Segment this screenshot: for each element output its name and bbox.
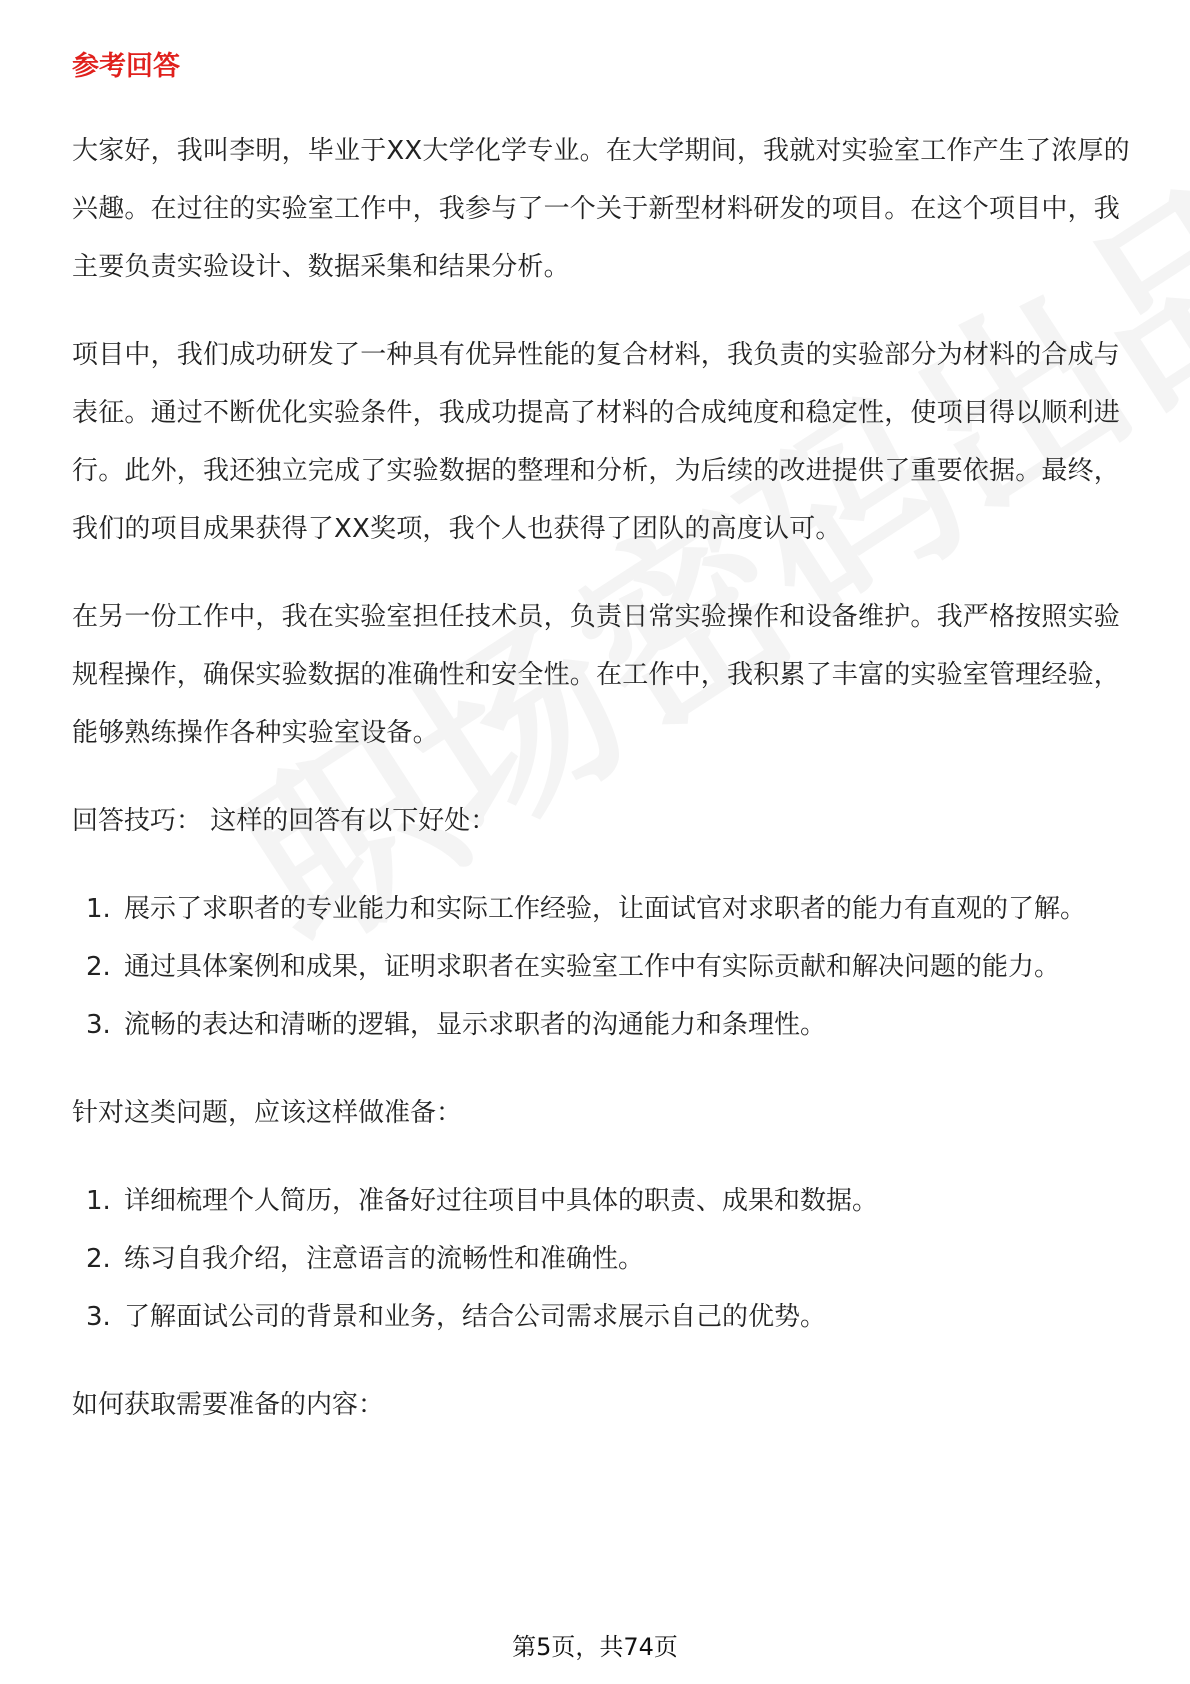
- page-footer: 第5页，共74页: [512, 1633, 678, 1661]
- paragraph-project: 项目中，我们成功研发了一种具有优异性能的复合材料，我负责的实验部分为材料的合成与表征。通过不断优化实验条件，我成功提高了材料的合成纯度和稳定性，使项目得以顺利进行。此外，我还独立完成了实验数据的整理和分析，为后续的改进提供了重要依据。最终，我们的项目成果获得了XX奖项，我个人也获得了团队的高度认可。: [72, 340, 1121, 544]
- tips-list: [72, 880, 1132, 1054]
- list-number: 3.: [86, 1010, 111, 1040]
- list-text: 详细梳理个人简历，准备好过往项目中具体的职责、成果和数据。: [124, 1186, 879, 1216]
- list-item: [72, 1230, 1132, 1288]
- list-number: 1.: [86, 894, 111, 924]
- list-text: 通过具体案例和成果，证明求职者在实验室工作中有实际贡献和解决问题的能力。: [124, 952, 1061, 982]
- list-number: 2.: [86, 1244, 111, 1274]
- document-page: [72, 48, 1132, 1464]
- list-item: [72, 1288, 1132, 1346]
- list-text: 了解面试公司的背景和业务，结合公司需求展示自己的优势。: [124, 1302, 827, 1332]
- list-item: [72, 880, 1132, 938]
- how-heading: 如何获取需要准备的内容：: [72, 1390, 385, 1420]
- paragraph-technician: 在另一份工作中，我在实验室担任技术员，负责日常实验操作和设备维护。我严格按照实验规程操作，确保实验数据的准确性和安全性。在工作中，我积累了丰富的实验室管理经验，能够熟练操作各种实验室设备。: [72, 602, 1121, 748]
- tips-heading: 回答技巧： 这样的回答有以下好处：: [72, 806, 497, 836]
- list-item: [72, 996, 1132, 1054]
- list-text: 展示了求职者的专业能力和实际工作经验，让面试官对求职者的能力有直观的了解。: [124, 894, 1087, 924]
- paragraph-intro: 大家好，我叫李明，毕业于XX大学化学专业。在大学期间，我就对实验室工作产生了浓厚的兴趣。在过往的实验室工作中，我参与了一个关于新型材料研发的项目。在这个项目中，我主要负责实验设计、数据采集和结果分析。: [72, 136, 1130, 282]
- prep-heading: 针对这类问题，应该这样做准备：: [72, 1098, 463, 1128]
- list-item: [72, 938, 1132, 996]
- prep-list: [72, 1172, 1132, 1346]
- list-text: 流畅的表达和清晰的逻辑，显示求职者的沟通能力和条理性。: [124, 1010, 827, 1040]
- list-text: 练习自我介绍，注意语言的流畅性和准确性。: [124, 1244, 645, 1274]
- list-number: 1.: [86, 1186, 111, 1216]
- section-title: 参考回答: [72, 51, 180, 82]
- list-number: 2.: [86, 952, 111, 982]
- list-number: 3.: [86, 1302, 111, 1332]
- list-item: [72, 1172, 1132, 1230]
